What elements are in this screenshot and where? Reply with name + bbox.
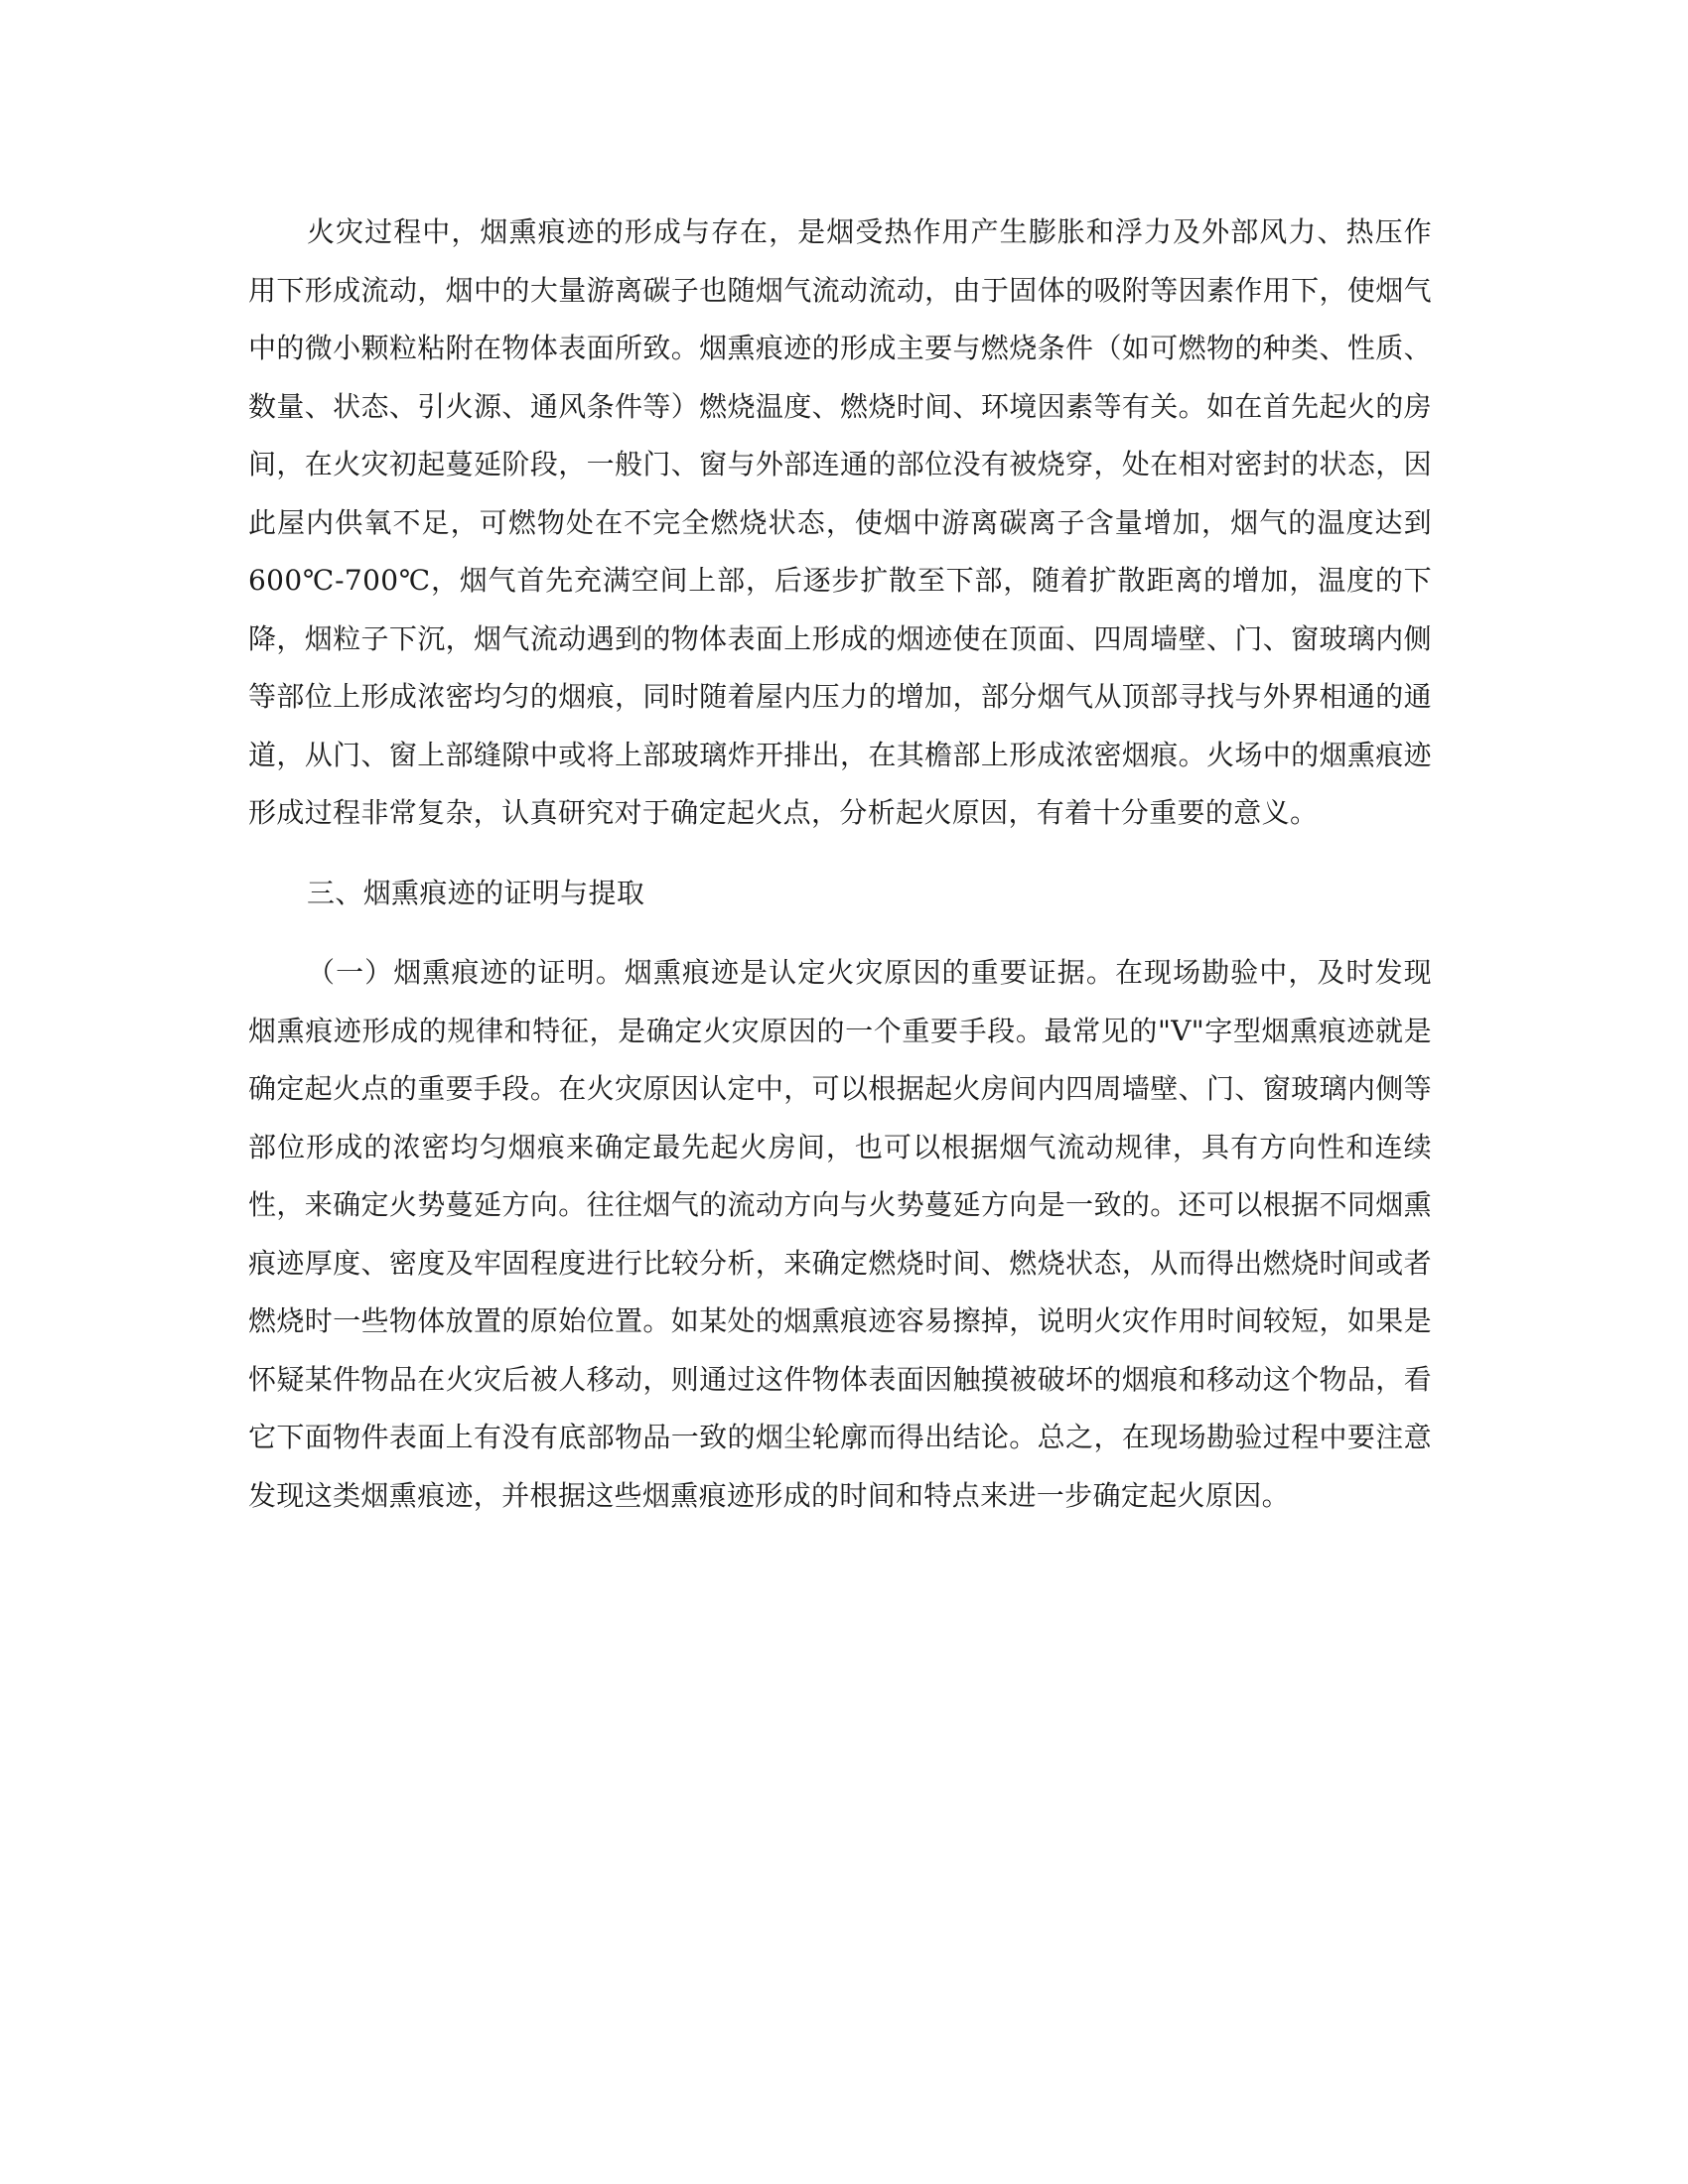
body-paragraph: 火灾过程中，烟熏痕迹的形成与存在，是烟受热作用产生膨胀和浮力及外部风力、热压作用下形成流动，烟中的大量游离碳子也随烟气流动流动，由于固体的吸附等因素作用下，使烟气中的微小颗粒粘附在物体表面所致。烟熏痕迹的形成主要与燃烧条件（如可燃物的种类、性质、数量、状态、引火源、通风条件等）燃烧温度、燃烧时间、环境因素等有关。如在首先起火的房间，在火灾初起蔓延阶段，一般门、窗与外部连通的部位没有被烧穿，处在相对密封的状态，因此屋内供氧不足，可燃物处在不完全燃烧状态，使烟中游离碳离子含量增加，烟气的温度达到600℃-700℃，烟气首先充满空间上部，后逐步扩散至下部，随着扩散距离的增加，温度的下降，烟粒子下沉，烟气流动遇到的物体表面上形成的烟迹使在顶面、四周墙壁、门、窗玻璃内侧等部位上形成浓密均匀的烟痕，同时随着屋内压力的增加，部分烟气从顶部寻找与外界相通的通道，从门、窗上部缝隙中或将上部玻璃炸开排出，在其檐部上形成浓密烟痕。火场中的烟熏痕迹形成过程非常复杂，认真研究对于确定起火点，分析起火原因，有着十分重要的意义。 (248, 215, 1432, 829)
document-page (248, 204, 1432, 1525)
section-heading: 三、烟熏痕迹的证明与提取 (307, 876, 645, 909)
body-paragraph: （一）烟熏痕迹的证明。烟熏痕迹是认定火灾原因的重要证据。在现场勘验中，及时发现烟熏痕迹形成的规律和特征，是确定火灾原因的一个重要手段。最常见的"V"字型烟熏痕迹就是确定起火点的重要手段。在火灾原因认定中，可以根据起火房间内四周墙壁、门、窗玻璃内侧等部位形成的浓密均匀烟痕来确定最先起火房间，也可以根据烟气流动规律，具有方向性和连续性，来确定火势蔓延方向。往往烟气的流动方向与火势蔓延方向是一致的。还可以根据不同烟熏痕迹厚度、密度及牢固程度进行比较分析，来确定燃烧时间、燃烧状态，从而得出燃烧时间或者燃烧时一些物体放置的原始位置。如某处的烟熏痕迹容易擦掉，说明火灾作用时间较短，如果是怀疑某件物品在火灾后被人移动，则通过这件物体表面因触摸被破坏的烟痕和移动这个物品，看它下面物件表面上有没有底部物品一致的烟尘轮廓而得出结论。总之，在现场勘验过程中要注意发现这类烟熏痕迹，并根据这些烟熏痕迹形成的时间和特点来进一步确定起火原因。 (248, 956, 1432, 1512)
